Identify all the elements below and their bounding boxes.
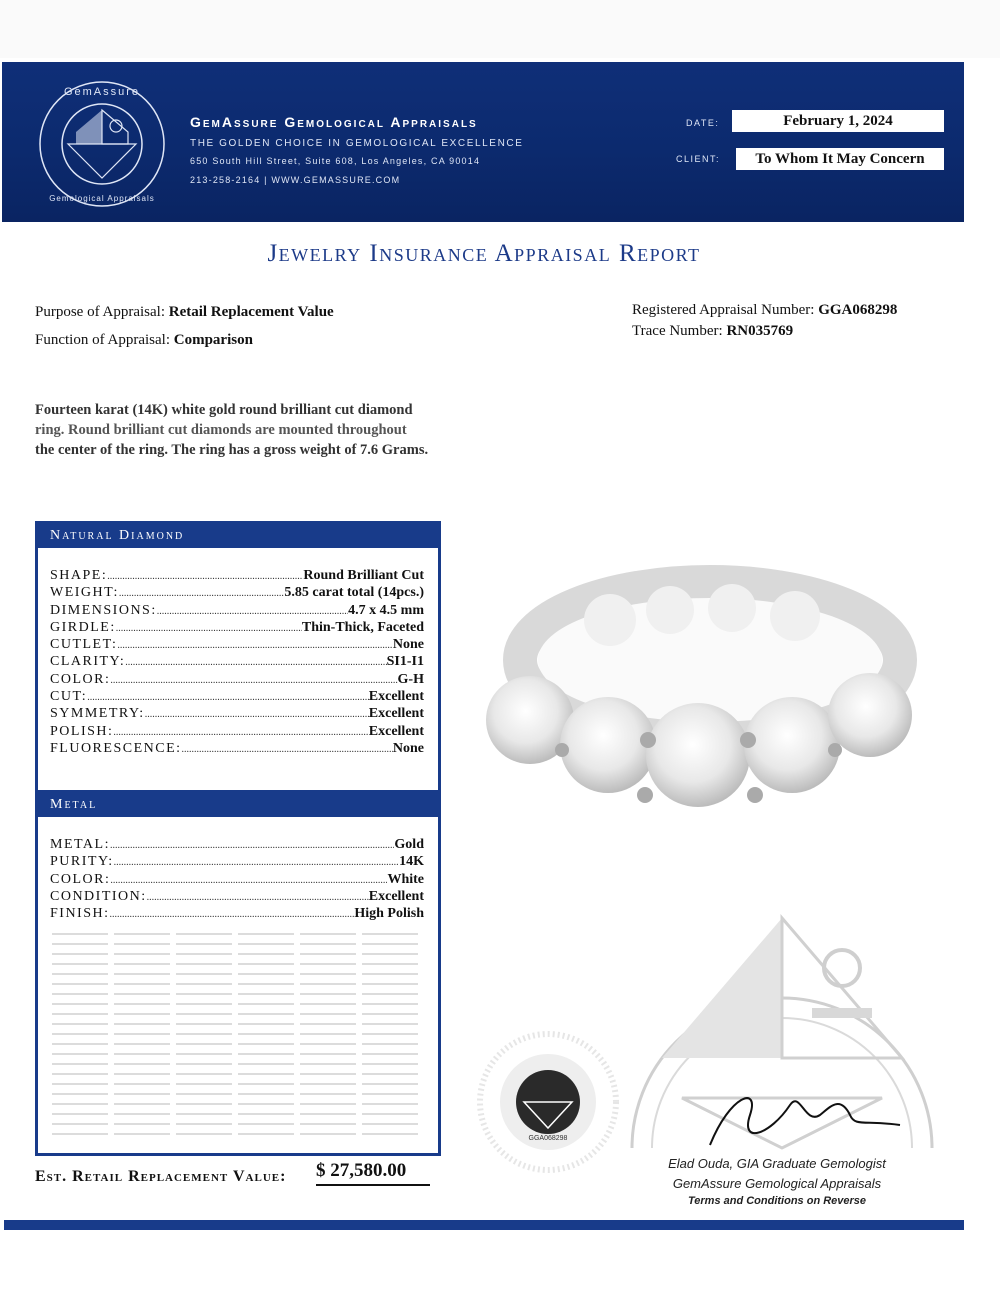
spec-value: Excellent xyxy=(368,888,424,904)
date-value: February 1, 2024 xyxy=(732,110,944,132)
spec-key: CUTLET: xyxy=(50,637,118,653)
metal-panel xyxy=(35,790,441,1156)
spec-row-symmetry xyxy=(50,706,424,723)
spec-key: SYMMETRY: xyxy=(50,706,145,722)
spec-value: G-H xyxy=(397,671,424,687)
trace-label: Trace Number: xyxy=(632,323,723,339)
spec-value: White xyxy=(387,871,424,887)
hologram-seal-icon xyxy=(448,1030,648,1175)
registered-label: Registered Appraisal Number: xyxy=(632,302,815,318)
spec-key: METAL: xyxy=(50,837,110,852)
spec-key: CUT: xyxy=(50,689,88,705)
spec-row-polish xyxy=(50,724,424,741)
metal-spec-list xyxy=(50,837,424,923)
spec-value: Round Brilliant Cut xyxy=(303,568,424,583)
ring-photo-icon xyxy=(470,540,970,850)
hologram-number: GGA068298 xyxy=(528,1135,568,1142)
report-title: Jewelry Insurance Appraisal Report xyxy=(267,240,701,267)
spec-row-cutlet xyxy=(50,637,424,654)
spec-value: None xyxy=(392,740,424,756)
trace-number xyxy=(632,323,793,340)
spec-row-weight xyxy=(50,585,424,602)
valuation-amount: $ 27,580.00 xyxy=(316,1160,430,1186)
spec-key: COLOR: xyxy=(50,871,111,887)
company-contact: 213-258-2164 | WWW.GEMASSURE.COM xyxy=(190,175,401,185)
spec-row-fluorescence xyxy=(50,741,424,758)
natural-diamond-heading: Natural Diamond xyxy=(38,524,438,548)
spec-value: Thin-Thick, Faceted xyxy=(301,619,424,635)
spec-value: 4.7 x 4.5 mm xyxy=(348,602,424,618)
microprint-pattern-icon xyxy=(50,929,422,1143)
spec-key: SHAPE: xyxy=(50,568,108,583)
spec-row-girdle xyxy=(50,620,424,637)
item-description xyxy=(35,400,515,460)
registered-appraisal-number xyxy=(632,302,897,319)
signer-name: Elad Ouda, GIA Graduate Gemologist xyxy=(668,1156,886,1171)
signature-icon xyxy=(690,1075,910,1155)
metal-heading: Metal xyxy=(38,793,438,817)
company-seal-icon xyxy=(38,80,166,208)
spec-row-finish xyxy=(50,906,424,923)
purpose-of-appraisal xyxy=(35,304,334,321)
spec-row-metal xyxy=(50,837,424,854)
description-line: Fourteen karat (14K) white gold round brilliant cut diamond xyxy=(35,402,413,418)
date-label: DATE: xyxy=(686,118,720,128)
spec-value: High Polish xyxy=(354,906,424,922)
function-label: Function of Appraisal: xyxy=(35,332,170,348)
spec-key: DIMENSIONS: xyxy=(50,602,157,618)
spec-value: None xyxy=(392,637,424,653)
spec-key: PURITY: xyxy=(50,854,114,870)
client-value: To Whom It May Concern xyxy=(736,148,944,170)
spec-row-metal-color xyxy=(50,872,424,889)
terms-note: Terms and Conditions on Reverse xyxy=(687,1195,867,1207)
spec-value: 5.85 carat total (14pcs.) xyxy=(284,585,424,601)
signer-company: GemAssure Gemological Appraisals xyxy=(672,1176,882,1191)
spec-row-dimensions xyxy=(50,603,424,620)
page-top-margin xyxy=(0,0,1000,58)
spec-key: COLOR: xyxy=(50,671,111,687)
company-address: 650 South Hill Street, Suite 608, Los Angeles, CA 90014 xyxy=(190,156,481,166)
spec-value: Gold xyxy=(394,837,424,852)
spec-key: GIRDLE: xyxy=(50,619,116,635)
spec-value: 14K xyxy=(399,854,424,870)
security-microprint xyxy=(50,929,424,1143)
spec-value: Excellent xyxy=(368,689,424,705)
spec-value: Excellent xyxy=(368,706,424,722)
company-tagline: THE GOLDEN CHOICE IN GEMOLOGICAL EXCELLENCE xyxy=(190,138,524,149)
seal-text-bottom: Gemological Appraisals xyxy=(49,194,155,203)
spec-row-clarity xyxy=(50,654,424,671)
function-of-appraisal xyxy=(35,332,253,349)
spec-value: SI1-I1 xyxy=(386,654,424,670)
valuation-label: Est. Retail Replacement Value: xyxy=(35,1168,287,1185)
seal-text-top: GemAssure xyxy=(63,86,141,98)
spec-row-color xyxy=(50,672,424,689)
natural-diamond-panel xyxy=(35,521,441,793)
report-header xyxy=(2,62,964,222)
trace-value: RN035769 xyxy=(726,323,794,339)
spec-key: CONDITION: xyxy=(50,888,147,904)
purpose-label: Purpose of Appraisal: xyxy=(35,304,165,320)
spec-key: POLISH: xyxy=(50,723,114,739)
spec-key: FINISH: xyxy=(50,906,110,922)
spec-row-shape xyxy=(50,568,424,585)
spec-row-condition xyxy=(50,889,424,906)
diamond-spec-list xyxy=(50,568,424,758)
company-name: GemAssure Gemological Appraisals xyxy=(190,114,478,130)
spec-key: WEIGHT: xyxy=(50,585,119,601)
spec-key: FLUORESCENCE: xyxy=(50,740,182,756)
spec-value: Excellent xyxy=(368,723,424,739)
client-label: CLIENT: xyxy=(676,154,721,164)
spec-key: CLARITY: xyxy=(50,654,126,670)
purpose-value: Retail Replacement Value xyxy=(168,304,334,320)
footer-band xyxy=(4,1220,964,1230)
spec-row-cut xyxy=(50,689,424,706)
registered-value: GGA068298 xyxy=(818,302,898,318)
description-line: the center of the ring. The ring has a gross weight of 7.6 Grams. xyxy=(35,442,429,458)
spec-row-purity xyxy=(50,854,424,871)
function-value: Comparison xyxy=(173,332,253,348)
description-line: ring. Round brilliant cut diamonds are mounted throughout xyxy=(35,422,407,438)
